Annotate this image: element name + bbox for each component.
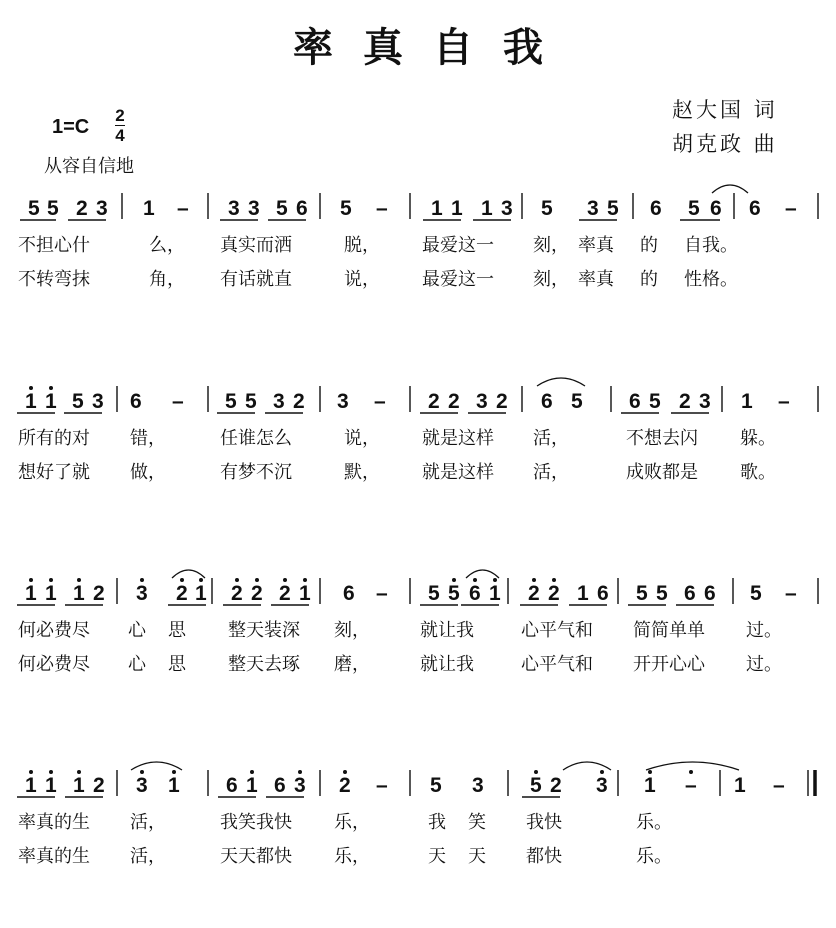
lyric-verse2: 都快: [526, 846, 562, 867]
octave-dot: [49, 578, 53, 582]
lyric-verse2: 思: [168, 654, 186, 675]
note: 1: [25, 774, 37, 797]
lyric-verse2: 不转弯抹: [18, 269, 90, 290]
note: 2: [548, 582, 560, 605]
lyric-verse1: 乐。: [636, 812, 672, 833]
octave-dot: [140, 770, 144, 774]
lyric-verse2: 何必费尽: [18, 654, 90, 675]
slur: [537, 378, 585, 386]
note: 2: [428, 390, 440, 413]
lyric-verse2: 刻，: [533, 269, 569, 290]
note: 6: [274, 774, 286, 797]
note: 3: [136, 582, 148, 605]
note: 2: [550, 774, 562, 797]
time-signature-top: 2: [115, 106, 125, 125]
lyric-verse2: 角，: [149, 269, 185, 290]
slur: [563, 762, 611, 770]
note: –: [685, 774, 697, 797]
lyric-verse2: 性格。: [684, 269, 738, 290]
lyric-verse1: 活，: [533, 428, 569, 449]
note: 5: [47, 197, 59, 220]
note: 2: [496, 390, 508, 413]
octave-dot: [49, 386, 53, 390]
note: 5: [340, 197, 352, 220]
octave-dot: [534, 770, 538, 774]
lyric-verse1: 我: [428, 812, 446, 833]
note: 5: [448, 582, 460, 605]
slur: [131, 762, 182, 770]
note: 5: [656, 582, 668, 605]
score-layer: [17, 185, 818, 867]
lyric-verse2: 心平气和: [521, 654, 593, 675]
lyric-verse2: 成败都是: [626, 462, 698, 483]
octave-dot: [250, 770, 254, 774]
lyric-verse1: 错，: [130, 428, 166, 449]
octave-dot: [343, 770, 347, 774]
note: 6: [226, 774, 238, 797]
octave-dot: [600, 770, 604, 774]
lyric-verse2: 有梦不沉: [220, 462, 292, 483]
lyric-verse2: 活，: [130, 846, 166, 867]
note: 1: [299, 582, 311, 605]
note: 2: [293, 390, 305, 413]
note: 6: [541, 390, 553, 413]
lyric-verse1: 心: [128, 620, 146, 641]
note: 3: [501, 197, 513, 220]
note: 3: [699, 390, 711, 413]
lyric-verse1: 不想去闪: [626, 428, 698, 449]
octave-dot: [648, 770, 652, 774]
note: 1: [45, 390, 57, 413]
note: 3: [294, 774, 306, 797]
lyric-verse2: 乐，: [334, 846, 370, 867]
note: 5: [571, 390, 583, 413]
octave-dot: [77, 770, 81, 774]
note: 1: [45, 582, 57, 605]
lyric-verse2: 天天都快: [220, 846, 292, 867]
lyric-verse2: 做，: [130, 462, 166, 483]
lyric-verse1: 笑: [468, 812, 486, 833]
note: 1: [73, 774, 85, 797]
note: –: [177, 197, 189, 220]
octave-dot: [552, 578, 556, 582]
lyric-verse2: 活，: [533, 462, 569, 483]
note: –: [773, 774, 785, 797]
note: 1: [25, 582, 37, 605]
note: 1: [451, 197, 463, 220]
octave-dot: [140, 578, 144, 582]
lyric-verse2: 的: [640, 269, 658, 290]
lyric-verse1: 刻，: [334, 620, 370, 641]
octave-dot: [493, 578, 497, 582]
note: 1: [168, 774, 180, 797]
lyric-verse2: 天: [428, 846, 446, 867]
lyric-verse1: 最爱这一: [422, 235, 494, 256]
octave-dot: [473, 578, 477, 582]
octave-dot: [77, 578, 81, 582]
lyric-verse1: 么，: [149, 235, 185, 256]
note: –: [778, 390, 790, 413]
note: 6: [597, 582, 609, 605]
note: 3: [476, 390, 488, 413]
lyric-verse1: 自我。: [684, 235, 738, 256]
composer-credit: 胡克政 曲: [672, 132, 778, 156]
note: 6: [684, 582, 696, 605]
slur: [646, 762, 739, 770]
lyric-verse2: 说，: [344, 269, 380, 290]
slur: [466, 570, 499, 578]
octave-dot: [29, 770, 33, 774]
note: 5: [276, 197, 288, 220]
lyric-verse1: 思: [168, 620, 186, 641]
note: 3: [228, 197, 240, 220]
note: 2: [251, 582, 263, 605]
octave-dot: [49, 770, 53, 774]
note: –: [785, 582, 797, 605]
lyric-verse2: 磨，: [334, 654, 370, 675]
lyric-verse1: 简简单单: [633, 620, 705, 641]
note: 6: [469, 582, 481, 605]
note: 5: [636, 582, 648, 605]
lyric-verse2: 率真的生: [18, 846, 90, 867]
lyric-verse2: 整天去琢: [228, 654, 300, 675]
note: 1: [431, 197, 443, 220]
lyric-verse1: 的: [640, 235, 658, 256]
octave-dot: [298, 770, 302, 774]
note: 3: [96, 197, 108, 220]
note: 1: [73, 582, 85, 605]
lyric-verse1: 任谁怎么: [220, 428, 292, 449]
note: 1: [143, 197, 155, 220]
note: 3: [596, 774, 608, 797]
note: 5: [28, 197, 40, 220]
lyric-verse1: 整天装深: [228, 620, 300, 641]
slur: [712, 185, 748, 193]
lyric-verse1: 就是这样: [422, 428, 494, 449]
octave-dot: [235, 578, 239, 582]
octave-dot: [532, 578, 536, 582]
note: 5: [750, 582, 762, 605]
note: –: [172, 390, 184, 413]
lyric-verse1: 不担心什: [18, 235, 90, 256]
lyric-verse1: 就让我: [420, 620, 474, 641]
note: 5: [72, 390, 84, 413]
lyric-verse1: 心平气和: [521, 620, 593, 641]
note: 2: [176, 582, 188, 605]
lyric-verse2: 乐。: [636, 846, 672, 867]
octave-dot: [689, 770, 693, 774]
lyric-verse1: 说，: [344, 428, 380, 449]
note: 5: [541, 197, 553, 220]
lyric-verse2: 开开心心: [633, 654, 705, 675]
note: –: [374, 390, 386, 413]
octave-dot: [29, 386, 33, 390]
octave-dot: [199, 578, 203, 582]
note: 1: [577, 582, 589, 605]
note: –: [376, 582, 388, 605]
lyric-verse1: 活，: [130, 812, 166, 833]
note: 2: [93, 582, 105, 605]
note: –: [785, 197, 797, 220]
lyric-verse2: 最爱这一: [422, 269, 494, 290]
note: –: [376, 197, 388, 220]
note: 6: [704, 582, 716, 605]
note: 6: [296, 197, 308, 220]
note: 5: [607, 197, 619, 220]
note: 3: [472, 774, 484, 797]
note: 5: [245, 390, 257, 413]
note: 2: [679, 390, 691, 413]
note: 6: [629, 390, 641, 413]
note: 1: [734, 774, 746, 797]
note: 1: [481, 197, 493, 220]
note: 2: [448, 390, 460, 413]
note: 3: [136, 774, 148, 797]
note: 1: [644, 774, 656, 797]
note: 2: [279, 582, 291, 605]
octave-dot: [283, 578, 287, 582]
note: 1: [195, 582, 207, 605]
lyric-verse1: 刻，: [533, 235, 569, 256]
time-signature-bottom: 4: [115, 126, 125, 145]
note: 6: [749, 197, 761, 220]
lyric-verse1: 何必费尽: [18, 620, 90, 641]
note: 3: [92, 390, 104, 413]
tempo-marking: 从容自信地: [44, 156, 134, 176]
note: 2: [528, 582, 540, 605]
note: 5: [430, 774, 442, 797]
octave-dot: [452, 578, 456, 582]
lyric-verse2: 过。: [746, 654, 782, 675]
note: 3: [248, 197, 260, 220]
note: 2: [93, 774, 105, 797]
lyric-verse1: 乐，: [334, 812, 370, 833]
note: 5: [428, 582, 440, 605]
note: 6: [343, 582, 355, 605]
slur: [172, 570, 205, 578]
lyric-verse1: 率真: [578, 235, 614, 256]
note: 5: [688, 197, 700, 220]
note: 2: [231, 582, 243, 605]
lyricist-credit: 赵大国 词: [672, 98, 778, 122]
song-title: 率真自我: [293, 24, 573, 71]
lyric-verse2: 想好了就: [18, 462, 90, 483]
note: 1: [25, 390, 37, 413]
note: 1: [45, 774, 57, 797]
lyric-verse1: 所有的对: [18, 428, 90, 449]
note: 1: [741, 390, 753, 413]
lyric-verse1: 躲。: [740, 428, 776, 449]
lyric-verse2: 率真: [578, 269, 614, 290]
note: 6: [130, 390, 142, 413]
lyric-verse1: 脱，: [344, 235, 380, 256]
octave-dot: [255, 578, 259, 582]
note: 5: [225, 390, 237, 413]
lyric-verse1: 真实而洒: [220, 235, 292, 256]
octave-dot: [303, 578, 307, 582]
octave-dot: [29, 578, 33, 582]
note: 5: [530, 774, 542, 797]
lyric-verse1: 过。: [746, 620, 782, 641]
key-signature: 1=C: [52, 116, 90, 138]
note: 2: [339, 774, 351, 797]
note: 6: [650, 197, 662, 220]
octave-dot: [172, 770, 176, 774]
lyric-verse2: 就让我: [420, 654, 474, 675]
note: 1: [489, 582, 501, 605]
lyric-verse2: 心: [128, 654, 146, 675]
note: 5: [649, 390, 661, 413]
octave-dot: [180, 578, 184, 582]
lyric-verse2: 歌。: [740, 462, 776, 483]
note: 3: [337, 390, 349, 413]
note: 3: [273, 390, 285, 413]
lyric-verse2: 天: [468, 846, 486, 867]
note: 2: [76, 197, 88, 220]
note: 3: [587, 197, 599, 220]
lyric-verse1: 我快: [526, 812, 562, 833]
note: –: [376, 774, 388, 797]
lyric-verse2: 有话就直: [220, 269, 292, 290]
lyric-verse1: 我笑我快: [220, 812, 292, 833]
lyric-verse2: 默，: [344, 462, 380, 483]
lyric-verse2: 就是这样: [422, 462, 494, 483]
lyric-verse1: 率真的生: [18, 812, 90, 833]
note: 1: [246, 774, 258, 797]
note: 6: [710, 197, 722, 220]
